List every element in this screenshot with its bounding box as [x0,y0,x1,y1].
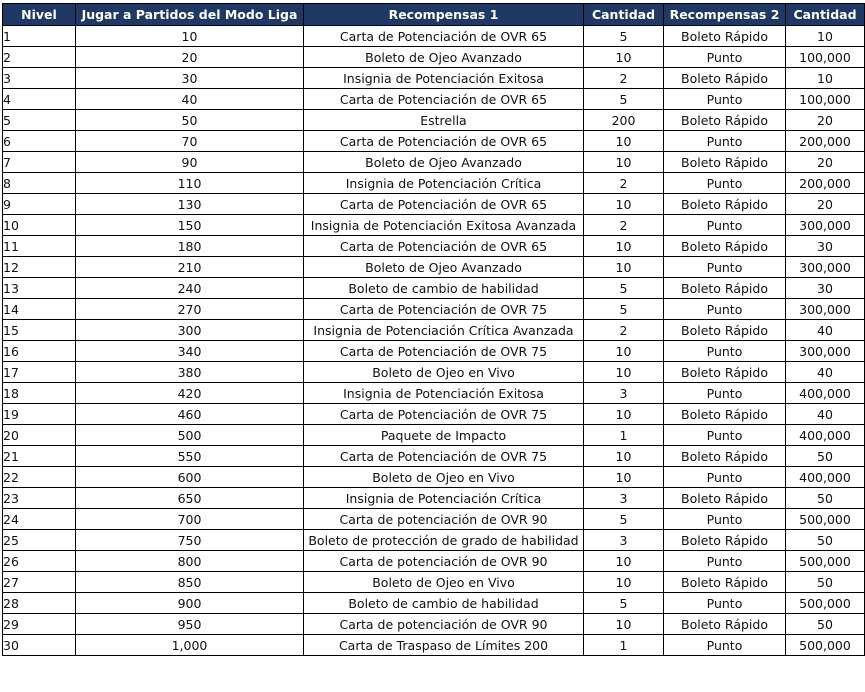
reward-1-cell: Carta de Potenciación de OVR 65 [304,131,584,152]
reward-2-cell: Boleto Rápido [664,362,786,383]
quantity-2-cell: 100,000 [786,89,865,110]
reward-2-cell: Boleto Rápido [664,26,786,47]
level-cell: 15 [3,320,76,341]
quantity-2-cell: 400,000 [786,467,865,488]
quantity-2-cell: 300,000 [786,215,865,236]
quantity-2-cell: 10 [786,68,865,89]
level-cell: 16 [3,341,76,362]
reward-2-cell: Punto [664,383,786,404]
matches-cell: 150 [76,215,304,236]
level-cell: 2 [3,47,76,68]
quantity-1-cell: 10 [584,47,664,68]
level-cell: 17 [3,362,76,383]
reward-1-cell: Carta de potenciación de OVR 90 [304,551,584,572]
quantity-1-cell: 10 [584,467,664,488]
reward-1-cell: Insignia de Potenciación Crítica [304,488,584,509]
matches-cell: 460 [76,404,304,425]
level-cell: 13 [3,278,76,299]
quantity-2-cell: 500,000 [786,593,865,614]
reward-2-cell: Boleto Rápido [664,110,786,131]
reward-2-cell: Punto [664,215,786,236]
table-row [3,362,865,383]
quantity-1-cell: 10 [584,341,664,362]
reward-1-cell: Boleto de Ojeo en Vivo [304,572,584,593]
table-row [3,341,865,362]
header-reward-2: Recompensas 2 [664,4,786,26]
table-row [3,488,865,509]
quantity-2-cell: 20 [786,194,865,215]
table-row [3,236,865,257]
level-cell: 20 [3,425,76,446]
quantity-2-cell: 50 [786,572,865,593]
quantity-1-cell: 10 [584,194,664,215]
quantity-2-cell: 40 [786,362,865,383]
level-cell: 22 [3,467,76,488]
quantity-2-cell: 500,000 [786,551,865,572]
matches-cell: 130 [76,194,304,215]
table-body [3,26,865,656]
quantity-2-cell: 400,000 [786,383,865,404]
header-quantity-2: Cantidad [786,4,865,26]
level-cell: 24 [3,509,76,530]
reward-1-cell: Boleto de Ojeo Avanzado [304,47,584,68]
table-row [3,530,865,551]
quantity-1-cell: 10 [584,152,664,173]
quantity-1-cell: 5 [584,278,664,299]
reward-1-cell: Carta de Potenciación de OVR 65 [304,89,584,110]
reward-1-cell: Insignia de Potenciación Crítica [304,173,584,194]
reward-1-cell: Paquete de Impacto [304,425,584,446]
matches-cell: 900 [76,593,304,614]
matches-cell: 180 [76,236,304,257]
table-row [3,68,865,89]
reward-1-cell: Boleto de Ojeo en Vivo [304,362,584,383]
level-cell: 27 [3,572,76,593]
table-row [3,173,865,194]
matches-cell: 30 [76,68,304,89]
matches-cell: 90 [76,152,304,173]
reward-2-cell: Boleto Rápido [664,488,786,509]
reward-2-cell: Punto [664,425,786,446]
table-row [3,278,865,299]
quantity-1-cell: 10 [584,404,664,425]
level-cell: 14 [3,299,76,320]
quantity-1-cell: 3 [584,383,664,404]
table-row [3,509,865,530]
reward-1-cell: Estrella [304,110,584,131]
table-row [3,299,865,320]
matches-cell: 300 [76,320,304,341]
quantity-1-cell: 1 [584,425,664,446]
matches-cell: 110 [76,173,304,194]
reward-2-cell: Boleto Rápido [664,530,786,551]
matches-cell: 210 [76,257,304,278]
reward-2-cell: Boleto Rápido [664,614,786,635]
header-quantity-1: Cantidad [584,4,664,26]
quantity-1-cell: 10 [584,131,664,152]
reward-1-cell: Insignia de Potenciación Exitosa [304,383,584,404]
quantity-1-cell: 2 [584,173,664,194]
level-cell: 5 [3,110,76,131]
level-cell: 25 [3,530,76,551]
level-cell: 21 [3,446,76,467]
quantity-1-cell: 3 [584,530,664,551]
matches-cell: 700 [76,509,304,530]
matches-cell: 500 [76,425,304,446]
quantity-2-cell: 10 [786,26,865,47]
table-row [3,320,865,341]
reward-1-cell: Carta de Potenciación de OVR 75 [304,446,584,467]
quantity-2-cell: 200,000 [786,173,865,194]
reward-2-cell: Boleto Rápido [664,446,786,467]
quantity-2-cell: 300,000 [786,257,865,278]
reward-2-cell: Punto [664,341,786,362]
quantity-1-cell: 5 [584,299,664,320]
table-row [3,47,865,68]
quantity-1-cell: 5 [584,593,664,614]
reward-2-cell: Boleto Rápido [664,404,786,425]
quantity-1-cell: 2 [584,68,664,89]
quantity-2-cell: 30 [786,236,865,257]
matches-cell: 420 [76,383,304,404]
quantity-2-cell: 100,000 [786,47,865,68]
reward-1-cell: Insignia de Potenciación Exitosa Avanzada [304,215,584,236]
quantity-1-cell: 10 [584,614,664,635]
table-row [3,257,865,278]
table-row [3,131,865,152]
quantity-2-cell: 40 [786,320,865,341]
table-row [3,152,865,173]
reward-1-cell: Boleto de Ojeo Avanzado [304,152,584,173]
quantity-1-cell: 5 [584,26,664,47]
reward-2-cell: Punto [664,467,786,488]
quantity-1-cell: 10 [584,446,664,467]
reward-2-cell: Boleto Rápido [664,572,786,593]
reward-2-cell: Punto [664,509,786,530]
level-cell: 23 [3,488,76,509]
quantity-2-cell: 50 [786,530,865,551]
reward-1-cell: Boleto de cambio de habilidad [304,278,584,299]
level-cell: 8 [3,173,76,194]
matches-cell: 850 [76,572,304,593]
table-row [3,614,865,635]
matches-cell: 950 [76,614,304,635]
matches-cell: 20 [76,47,304,68]
quantity-1-cell: 10 [584,362,664,383]
level-cell: 18 [3,383,76,404]
reward-2-cell: Punto [664,299,786,320]
matches-cell: 380 [76,362,304,383]
quantity-2-cell: 40 [786,404,865,425]
reward-2-cell: Punto [664,593,786,614]
reward-1-cell: Carta de Potenciación de OVR 75 [304,404,584,425]
table-row [3,572,865,593]
quantity-2-cell: 30 [786,278,865,299]
level-cell: 1 [3,26,76,47]
matches-cell: 650 [76,488,304,509]
quantity-1-cell: 10 [584,236,664,257]
reward-2-cell: Punto [664,257,786,278]
level-cell: 7 [3,152,76,173]
header-level: Nivel [3,4,76,26]
reward-2-cell: Boleto Rápido [664,320,786,341]
level-cell: 3 [3,68,76,89]
reward-2-cell: Punto [664,47,786,68]
quantity-2-cell: 50 [786,614,865,635]
reward-2-cell: Boleto Rápido [664,278,786,299]
matches-cell: 70 [76,131,304,152]
level-cell: 10 [3,215,76,236]
quantity-1-cell: 2 [584,215,664,236]
level-cell: 29 [3,614,76,635]
level-cell: 11 [3,236,76,257]
quantity-2-cell: 20 [786,110,865,131]
level-cell: 26 [3,551,76,572]
quantity-1-cell: 10 [584,551,664,572]
table-row [3,467,865,488]
reward-1-cell: Insignia de Potenciación Exitosa [304,68,584,89]
reward-1-cell: Carta de Potenciación de OVR 65 [304,236,584,257]
table-row [3,215,865,236]
quantity-2-cell: 500,000 [786,635,865,656]
reward-2-cell: Punto [664,89,786,110]
matches-cell: 40 [76,89,304,110]
table-row [3,383,865,404]
reward-2-cell: Punto [664,173,786,194]
quantity-1-cell: 200 [584,110,664,131]
reward-1-cell: Boleto de Ojeo en Vivo [304,467,584,488]
table-row [3,404,865,425]
reward-1-cell: Boleto de cambio de habilidad [304,593,584,614]
reward-2-cell: Boleto Rápido [664,152,786,173]
table-row [3,593,865,614]
reward-2-cell: Boleto Rápido [664,68,786,89]
table-row [3,446,865,467]
matches-cell: 50 [76,110,304,131]
quantity-1-cell: 1 [584,635,664,656]
reward-2-cell: Punto [664,131,786,152]
matches-cell: 1,000 [76,635,304,656]
reward-2-cell: Boleto Rápido [664,194,786,215]
matches-cell: 750 [76,530,304,551]
reward-1-cell: Carta de potenciación de OVR 90 [304,509,584,530]
table-header-row [3,4,865,26]
reward-1-cell: Carta de Potenciación de OVR 75 [304,299,584,320]
level-cell: 9 [3,194,76,215]
table-row [3,551,865,572]
reward-1-cell: Carta de Potenciación de OVR 65 [304,26,584,47]
matches-cell: 800 [76,551,304,572]
quantity-2-cell: 50 [786,446,865,467]
matches-cell: 340 [76,341,304,362]
quantity-2-cell: 400,000 [786,425,865,446]
header-reward-1: Recompensas 1 [304,4,584,26]
reward-2-cell: Boleto Rápido [664,236,786,257]
reward-1-cell: Carta de Traspaso de Límites 200 [304,635,584,656]
level-cell: 4 [3,89,76,110]
quantity-2-cell: 20 [786,152,865,173]
quantity-1-cell: 3 [584,488,664,509]
table-row [3,110,865,131]
quantity-2-cell: 300,000 [786,299,865,320]
reward-2-cell: Punto [664,635,786,656]
quantity-1-cell: 5 [584,509,664,530]
reward-1-cell: Carta de potenciación de OVR 90 [304,614,584,635]
quantity-1-cell: 10 [584,257,664,278]
reward-2-cell: Punto [664,551,786,572]
rewards-table [2,3,865,656]
reward-1-cell: Insignia de Potenciación Crítica Avanzada [304,320,584,341]
reward-1-cell: Carta de Potenciación de OVR 65 [304,194,584,215]
quantity-1-cell: 5 [584,89,664,110]
reward-1-cell: Carta de Potenciación de OVR 75 [304,341,584,362]
level-cell: 30 [3,635,76,656]
quantity-2-cell: 500,000 [786,509,865,530]
quantity-2-cell: 300,000 [786,341,865,362]
table-row [3,26,865,47]
matches-cell: 240 [76,278,304,299]
table-row [3,194,865,215]
level-cell: 19 [3,404,76,425]
quantity-2-cell: 50 [786,488,865,509]
level-cell: 6 [3,131,76,152]
table-row [3,89,865,110]
header-league-matches: Jugar a Partidos del Modo Liga [76,4,304,26]
reward-1-cell: Boleto de protección de grado de habilidad [304,530,584,551]
quantity-1-cell: 2 [584,320,664,341]
quantity-2-cell: 200,000 [786,131,865,152]
reward-1-cell: Boleto de Ojeo Avanzado [304,257,584,278]
matches-cell: 600 [76,467,304,488]
matches-cell: 550 [76,446,304,467]
level-cell: 28 [3,593,76,614]
quantity-1-cell: 10 [584,572,664,593]
table-row [3,635,865,656]
matches-cell: 10 [76,26,304,47]
table-row [3,425,865,446]
matches-cell: 270 [76,299,304,320]
level-cell: 12 [3,257,76,278]
